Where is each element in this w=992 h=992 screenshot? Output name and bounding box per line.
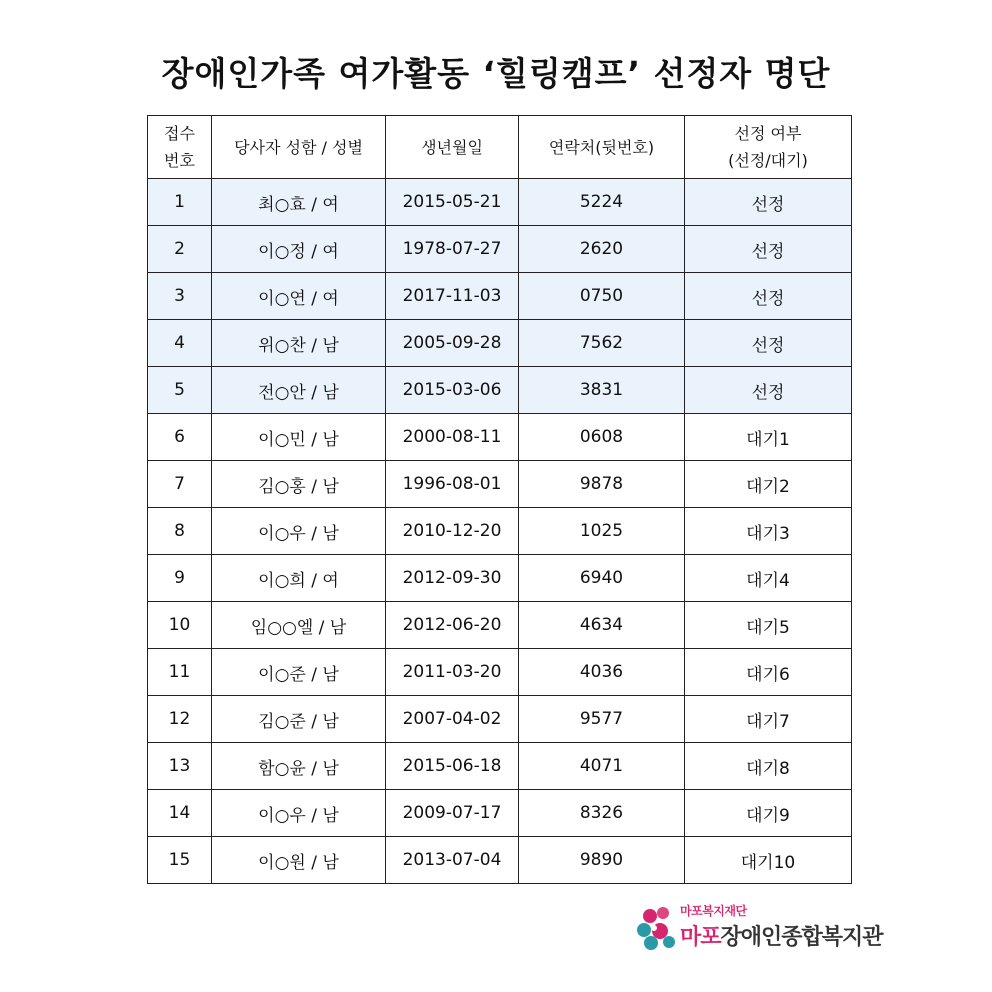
table-row (148, 179, 852, 226)
cell-name: 김○준 / 남 (212, 696, 386, 743)
cell-birth: 2015-03-06 (386, 367, 519, 414)
table-row (148, 461, 852, 508)
table-row (148, 790, 852, 837)
cell-status: 대기8 (685, 743, 852, 790)
cell-number: 15 (148, 837, 212, 884)
cell-birth: 2005-09-28 (386, 320, 519, 367)
cell-contact: 4634 (519, 602, 685, 649)
cell-birth: 2011-03-20 (386, 649, 519, 696)
cell-status: 대기1 (685, 414, 852, 461)
cell-contact: 5224 (519, 179, 685, 226)
cell-status: 대기10 (685, 837, 852, 884)
cell-status: 대기2 (685, 461, 852, 508)
cell-name: 이○정 / 여 (212, 226, 386, 273)
cell-status: 대기9 (685, 790, 852, 837)
header-number (148, 116, 212, 179)
cell-status: 대기4 (685, 555, 852, 602)
cell-name: 위○찬 / 남 (212, 320, 386, 367)
cell-name: 이○연 / 여 (212, 273, 386, 320)
cell-number: 4 (148, 320, 212, 367)
table-row (148, 226, 852, 273)
cell-number: 9 (148, 555, 212, 602)
cell-contact: 0608 (519, 414, 685, 461)
table-header-row (148, 116, 852, 179)
selection-table (147, 115, 852, 884)
cell-name: 김○홍 / 남 (212, 461, 386, 508)
cell-name: 이○원 / 남 (212, 837, 386, 884)
cell-name: 이○우 / 남 (212, 790, 386, 837)
cell-contact: 4036 (519, 649, 685, 696)
cell-contact: 9577 (519, 696, 685, 743)
header-status-line2: (선정/대기) (728, 151, 808, 170)
cell-birth: 2007-04-02 (386, 696, 519, 743)
cell-contact: 8326 (519, 790, 685, 837)
table-row (148, 743, 852, 790)
cell-number: 1 (148, 179, 212, 226)
cell-birth: 1978-07-27 (386, 226, 519, 273)
table-row (148, 837, 852, 884)
logo-name-accent: 마포 (680, 925, 721, 950)
cell-status: 대기7 (685, 696, 852, 743)
cell-contact: 3831 (519, 367, 685, 414)
cell-contact: 9878 (519, 461, 685, 508)
page-title: 장애인가족 여가활동 ‘힐링캠프’ 선정자 명단 (161, 54, 831, 93)
cell-number: 3 (148, 273, 212, 320)
table-row (148, 649, 852, 696)
cell-number: 5 (148, 367, 212, 414)
cell-contact: 9890 (519, 837, 685, 884)
cell-number: 2 (148, 226, 212, 273)
cell-birth: 2015-05-21 (386, 179, 519, 226)
cell-number: 10 (148, 602, 212, 649)
cell-birth: 2013-07-04 (386, 837, 519, 884)
cell-number: 7 (148, 461, 212, 508)
logo-foundation-text: 마포복지재단 (680, 904, 747, 918)
cell-number: 6 (148, 414, 212, 461)
cell-birth: 2017-11-03 (386, 273, 519, 320)
cell-name: 전○안 / 남 (212, 367, 386, 414)
header-status (685, 116, 852, 179)
cell-birth: 2012-06-20 (386, 602, 519, 649)
cell-status: 선정 (685, 367, 852, 414)
header-name: 당사자 성함 / 성별 (212, 116, 386, 179)
header-status-line1: 선정 여부 (734, 124, 802, 143)
cell-name: 최○효 / 여 (212, 179, 386, 226)
cell-name: 이○희 / 여 (212, 555, 386, 602)
table-body (148, 179, 852, 884)
table-row (148, 696, 852, 743)
header-birth: 생년월일 (386, 116, 519, 179)
flower-logo-icon (636, 904, 680, 954)
cell-name: 이○우 / 남 (212, 508, 386, 555)
organization-logo (636, 900, 883, 960)
cell-status: 선정 (685, 179, 852, 226)
cell-birth: 2010-12-20 (386, 508, 519, 555)
cell-status: 선정 (685, 273, 852, 320)
cell-birth: 2012-09-30 (386, 555, 519, 602)
cell-number: 14 (148, 790, 212, 837)
cell-name: 함○윤 / 남 (212, 743, 386, 790)
cell-contact: 4071 (519, 743, 685, 790)
cell-birth: 2000-08-11 (386, 414, 519, 461)
table-row (148, 367, 852, 414)
cell-birth: 2009-07-17 (386, 790, 519, 837)
cell-status: 대기6 (685, 649, 852, 696)
cell-contact: 7562 (519, 320, 685, 367)
cell-number: 12 (148, 696, 212, 743)
cell-number: 8 (148, 508, 212, 555)
cell-contact: 6940 (519, 555, 685, 602)
cell-status: 선정 (685, 320, 852, 367)
table-row (148, 320, 852, 367)
table-row (148, 414, 852, 461)
table-row (148, 508, 852, 555)
cell-birth: 2015-06-18 (386, 743, 519, 790)
header-number-line1: 접수 (164, 124, 195, 143)
cell-name: 이○준 / 남 (212, 649, 386, 696)
cell-birth: 1996-08-01 (386, 461, 519, 508)
cell-number: 13 (148, 743, 212, 790)
cell-contact: 1025 (519, 508, 685, 555)
cell-status: 대기5 (685, 602, 852, 649)
cell-contact: 0750 (519, 273, 685, 320)
cell-name: 이○민 / 남 (212, 414, 386, 461)
cell-status: 대기3 (685, 508, 852, 555)
cell-name: 임○○엘 / 남 (212, 602, 386, 649)
logo-center-name (680, 920, 883, 951)
table-row (148, 602, 852, 649)
header-contact: 연락처(뒷번호) (519, 116, 685, 179)
cell-number: 11 (148, 649, 212, 696)
logo-name-rest: 장애인종합복지관 (720, 925, 883, 950)
cell-contact: 2620 (519, 226, 685, 273)
table-row (148, 555, 852, 602)
header-number-line2: 번호 (164, 151, 195, 170)
cell-status: 선정 (685, 226, 852, 273)
table-row (148, 273, 852, 320)
